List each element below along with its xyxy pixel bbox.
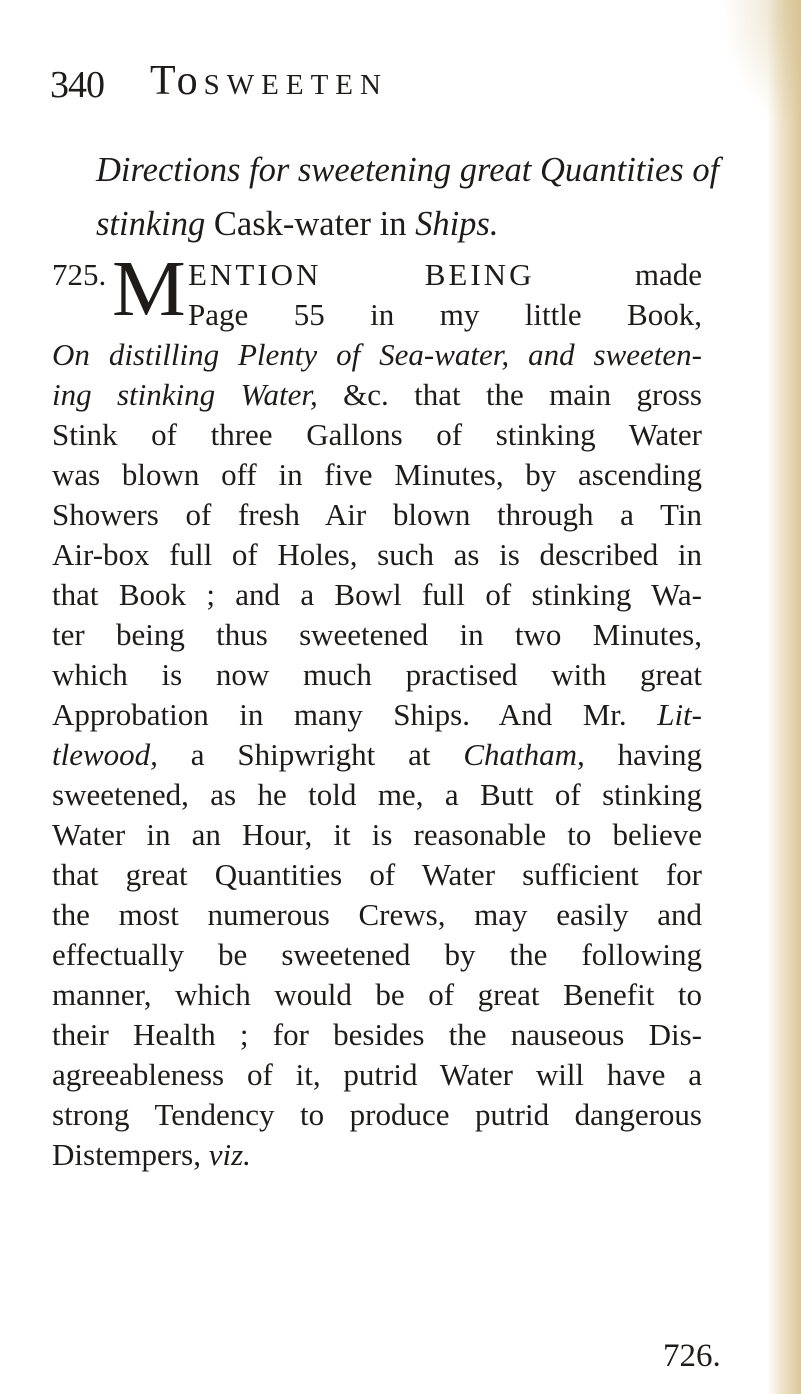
running-head — [150, 60, 388, 102]
text-line: that Book ; and a Bowl full of stinking Wa- — [52, 577, 702, 612]
heading-cask-water: Cask-water — [213, 205, 371, 243]
text-line: Showers of fresh Air blown through a Tin — [52, 497, 702, 532]
heading-part-2: Quantities of stinking — [96, 151, 720, 243]
section-heading — [96, 143, 736, 251]
text-line: their Health ; for besides the nauseous Dis- — [52, 1017, 702, 1052]
line-text: Approbation in many Ships. And Mr. — [52, 697, 658, 732]
text-line — [52, 335, 702, 375]
page-number: 340 — [50, 64, 104, 106]
text-line-2: Page 55 in my little Book, — [188, 297, 702, 332]
drop-cap: M — [112, 246, 186, 333]
text-line — [52, 735, 702, 775]
running-head-initial: T — [150, 58, 177, 104]
text-line: that great Quantities of Water sufficient for — [52, 857, 702, 892]
heading-ships: Ships. — [415, 205, 499, 243]
running-head-o: o — [176, 58, 198, 104]
text-line: ter being thus sweetened in two Minutes, — [52, 617, 702, 652]
catchword: 726. — [663, 1338, 721, 1374]
text-line: Air-box full of Holes, such as is described in — [52, 537, 702, 572]
text-line: Stink of three Gallons of stinking Water — [52, 417, 702, 452]
heading-part-1: Directions for sweetening great — [96, 151, 540, 189]
text-line: sweetened, as he told me, a Butt of stinking — [52, 777, 702, 812]
italic-viz: viz. — [208, 1137, 251, 1172]
text-line: was blown off in five Minutes, by ascending — [52, 457, 702, 492]
first-line-rest: made — [534, 257, 702, 292]
text-line-1 — [188, 255, 702, 295]
text-line: which is now much practised with great — [52, 657, 702, 692]
italic-title: On distilling Plenty of Sea-water, and sweeten- — [52, 337, 702, 372]
text-line: agreeableness of it, putrid Water will have a — [52, 1057, 702, 1092]
text-line — [52, 375, 702, 415]
line-text: &c. that the main gross — [317, 377, 702, 412]
italic-place: Chatham, — [463, 737, 585, 772]
text-line — [52, 695, 702, 735]
italic-name: tlewood, — [52, 737, 158, 772]
italic-name: Lit- — [657, 697, 702, 732]
text-line: effectually be sweetened by the following — [52, 937, 702, 972]
page-edge-shading — [767, 0, 801, 1394]
first-line-caps: ENTION BEING — [188, 257, 535, 292]
text-line: manner, which would be of great Benefit to — [52, 977, 702, 1012]
page-header — [50, 60, 750, 110]
text-line-last — [52, 1135, 702, 1175]
text-line: Water in an Hour, it is reasonable to believe — [52, 817, 702, 852]
line-text: a Shipwright at — [157, 737, 464, 772]
text-line: the most numerous Crews, may easily and — [52, 897, 702, 932]
running-head-word: SWEETEN — [203, 69, 388, 101]
paragraph-number: 725. — [52, 257, 107, 292]
text-line: strong Tendency to produce putrid dangerous — [52, 1097, 702, 1132]
heading-part-3: in — [370, 205, 416, 243]
line-text: having — [584, 737, 703, 772]
italic-title: ing stinking Water, — [52, 377, 318, 412]
line-text: Distempers, — [52, 1137, 209, 1172]
